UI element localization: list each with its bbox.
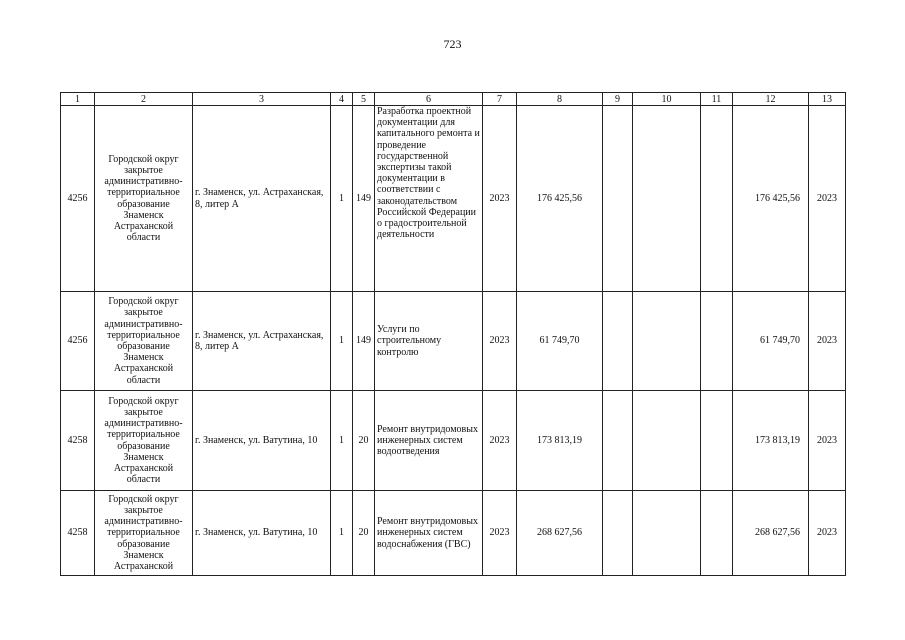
cell-municipality-text: Городской округ закрытое административно-территориальное образование Знаменск Астраханской	[104, 493, 183, 572]
cell-col10	[633, 106, 701, 292]
cell-work-description: Ремонт внутридомовых инженерных систем водоснабжения (ГВС)	[375, 491, 483, 576]
cell-year: 2023	[483, 391, 517, 491]
cell-col9	[603, 292, 633, 391]
cell-col5: 149	[353, 292, 375, 391]
cell-id: 4258	[61, 491, 95, 576]
cell-col10	[633, 292, 701, 391]
header-cell-9: 9	[603, 93, 633, 106]
cell-col5: 149	[353, 106, 375, 292]
table-row	[61, 292, 846, 391]
header-cell-11: 11	[701, 93, 733, 106]
page-number: 723	[443, 37, 462, 51]
data-table	[60, 92, 846, 576]
cell-total: 268 627,56	[733, 491, 809, 576]
header-cell-3: 3	[193, 93, 331, 106]
table-row	[61, 491, 846, 576]
cell-cost: 176 425,56	[517, 106, 603, 292]
cell-address: г. Знаменск, ул. Астраханская, 8, литер А	[193, 106, 331, 292]
cell-col4: 1	[331, 391, 353, 491]
cell-year: 2023	[483, 292, 517, 391]
header-cell-7: 7	[483, 93, 517, 106]
cell-col11	[701, 391, 733, 491]
header-cell-10: 10	[633, 93, 701, 106]
header-row	[61, 93, 846, 106]
cell-work-description: Услуги по строительному контролю	[375, 292, 483, 391]
cell-col10	[633, 391, 701, 491]
cell-col5: 20	[353, 491, 375, 576]
header-cell-12: 12	[733, 93, 809, 106]
cell-col11	[701, 491, 733, 576]
header-cell-5: 5	[353, 93, 375, 106]
cell-id: 4256	[61, 292, 95, 391]
cell-year-end: 2023	[809, 292, 846, 391]
header-cell-8: 8	[517, 93, 603, 106]
cell-address: г. Знаменск, ул. Ватутина, 10	[193, 491, 331, 576]
cell-year: 2023	[483, 491, 517, 576]
cell-cost: 61 749,70	[517, 292, 603, 391]
cell-id: 4258	[61, 391, 95, 491]
cell-year: 2023	[483, 106, 517, 292]
cell-address: г. Знаменск, ул. Астраханская, 8, литер А	[193, 292, 331, 391]
cell-work-description: Ремонт внутридомовых инженерных систем водоотведения	[375, 391, 483, 491]
cell-municipality: Городской округ закрытое административно-территориальное образование Знаменск Астраханской области	[95, 106, 193, 292]
cell-cost: 173 813,19	[517, 391, 603, 491]
cell-col9	[603, 491, 633, 576]
header-cell-2: 2	[95, 93, 193, 106]
header-cell-13: 13	[809, 93, 846, 106]
cell-total: 61 749,70	[733, 292, 809, 391]
cell-year-end: 2023	[809, 491, 846, 576]
cell-year-end: 2023	[809, 106, 846, 292]
cell-col9	[603, 106, 633, 292]
cell-col11	[701, 292, 733, 391]
cell-col4: 1	[331, 106, 353, 292]
header-cell-4: 4	[331, 93, 353, 106]
table-row	[61, 106, 846, 292]
cell-municipality	[95, 491, 193, 576]
cell-col4: 1	[331, 491, 353, 576]
cell-total: 176 425,56	[733, 106, 809, 292]
cell-col5: 20	[353, 391, 375, 491]
cell-address: г. Знаменск, ул. Ватутина, 10	[193, 391, 331, 491]
cell-municipality: Городской округ закрытое административно-территориальное образование Знаменск Астраханской области	[95, 391, 193, 491]
cell-col11	[701, 106, 733, 292]
table-row	[61, 391, 846, 491]
cell-id: 4256	[61, 106, 95, 292]
cell-work-description: Разработка проектной документации для капитального ремонта и проведение государственной экспертизы такой документации в соответствии с законодательством Российской Федерации о градостроительной деятельности	[375, 106, 483, 292]
cell-col10	[633, 491, 701, 576]
header-cell-1: 1	[61, 93, 95, 106]
cell-col4: 1	[331, 292, 353, 391]
cell-col9	[603, 391, 633, 491]
cell-total: 173 813,19	[733, 391, 809, 491]
header-cell-6: 6	[375, 93, 483, 106]
cell-cost: 268 627,56	[517, 491, 603, 576]
cell-municipality: Городской округ закрытое административно-территориальное образование Знаменск Астраханской области	[95, 292, 193, 391]
cell-year-end: 2023	[809, 391, 846, 491]
